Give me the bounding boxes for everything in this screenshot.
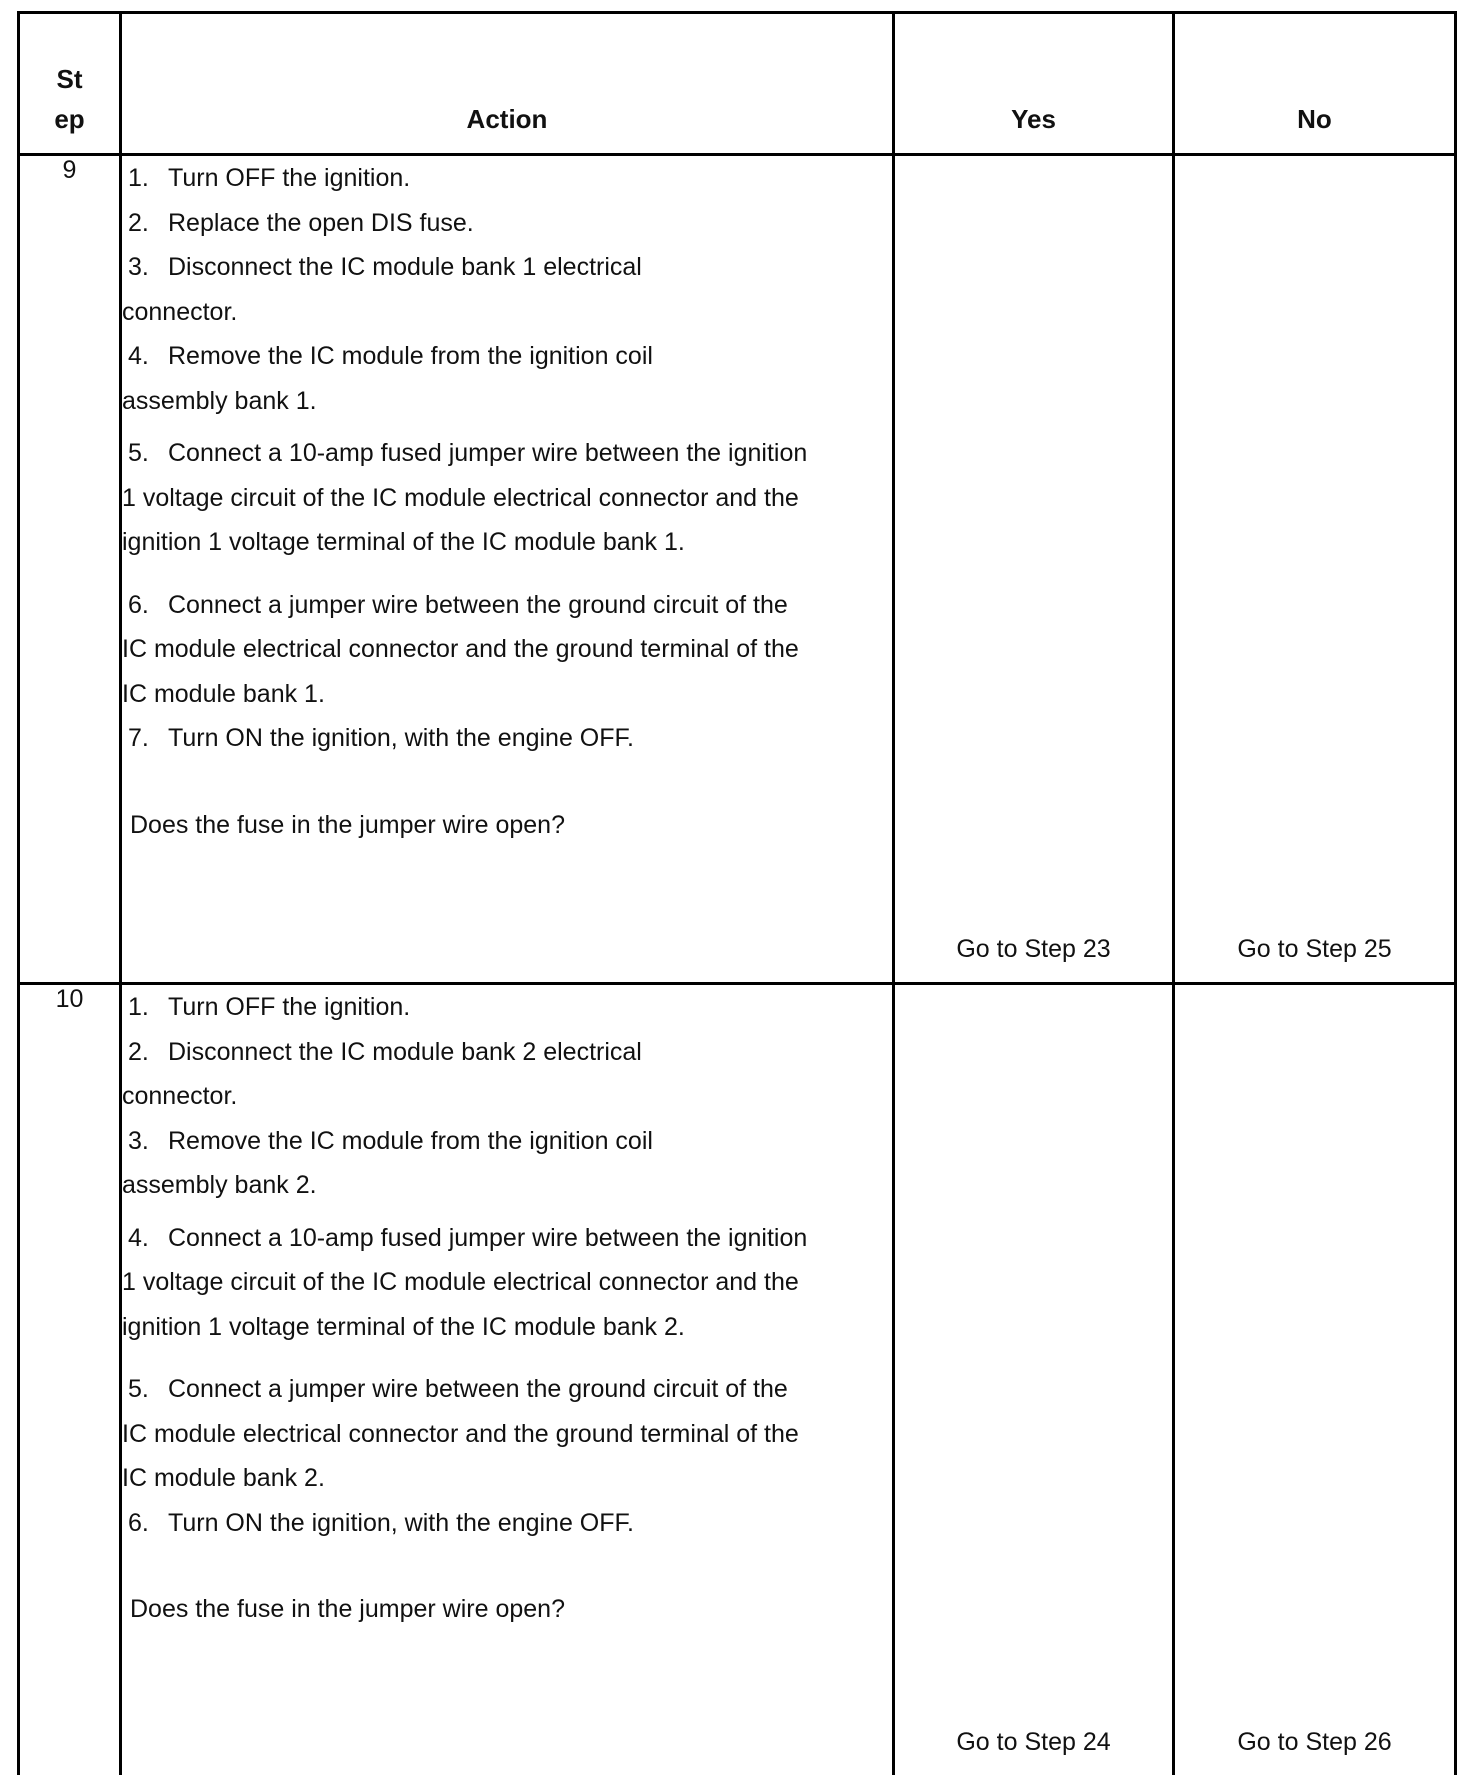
action-item bbox=[122, 201, 812, 246]
action-cell bbox=[121, 155, 894, 984]
action-item bbox=[122, 1501, 812, 1546]
action-item-text: Remove the IC module from the ignition coil assembly bank 2. bbox=[122, 1126, 653, 1199]
action-item-text: Connect a jumper wire between the ground circuit of the IC module electrical connector and the ground terminal of the IC module bank 1. bbox=[122, 590, 799, 708]
action-item-text: Remove the IC module from the ignition coil assembly bank 1. bbox=[122, 342, 653, 415]
header-no-label: No bbox=[1297, 104, 1332, 134]
action-item-number: 4. bbox=[128, 342, 149, 370]
action-item-number: 4. bbox=[128, 1223, 149, 1252]
no-answer: Go to Step 26 bbox=[1237, 1728, 1392, 1756]
action-item-text: Replace the open DIS fuse. bbox=[168, 208, 474, 237]
header-step-line1: St bbox=[56, 64, 83, 94]
action-item-number: 1. bbox=[128, 164, 149, 192]
action-item bbox=[122, 583, 812, 717]
action-item bbox=[122, 1367, 812, 1501]
action-item-text: Connect a 10-amp fused jumper wire between the ignition 1 voltage circuit of the IC module electrical connector and the ignition 1 voltage terminal of the IC module bank 1. bbox=[122, 439, 808, 556]
action-item-number: 3. bbox=[128, 253, 149, 281]
action-item-text: Disconnect the IC module bank 1 electrical connector. bbox=[122, 253, 642, 326]
header-step-line2: ep bbox=[54, 104, 85, 134]
header-action bbox=[121, 13, 894, 155]
action-question: Does the fuse in the jumper wire open? bbox=[130, 1595, 565, 1623]
action-cell bbox=[121, 984, 894, 1776]
action-item-number: 6. bbox=[128, 1508, 149, 1537]
no-answer: Go to Step 25 bbox=[1237, 935, 1392, 963]
action-item-number: 5. bbox=[128, 1375, 149, 1403]
yes-cell bbox=[894, 155, 1174, 984]
header-yes-label: Yes bbox=[1011, 104, 1056, 134]
no-cell bbox=[1174, 155, 1456, 984]
action-item-text: Turn OFF the ignition. bbox=[168, 164, 411, 192]
action-item bbox=[122, 334, 722, 423]
step-number: 10 bbox=[19, 984, 121, 1776]
yes-answer: Go to Step 23 bbox=[956, 935, 1111, 963]
action-item bbox=[122, 245, 722, 334]
header-yes bbox=[894, 13, 1174, 155]
action-item-text: Turn ON the ignition, with the engine OFF. bbox=[168, 724, 634, 752]
action-item bbox=[122, 1030, 722, 1119]
action-item-number: 2. bbox=[128, 208, 149, 237]
action-item-text: Connect a 10-amp fused jumper wire between the ignition 1 voltage circuit of the IC module electrical connector and the ignition 1 voltage terminal of the IC module bank 2. bbox=[122, 1223, 808, 1341]
action-item bbox=[122, 985, 812, 1030]
action-item bbox=[122, 716, 812, 761]
action-item-number: 1. bbox=[128, 993, 149, 1021]
action-item bbox=[122, 1119, 722, 1208]
header-action-label: Action bbox=[466, 104, 548, 134]
yes-answer: Go to Step 24 bbox=[956, 1728, 1111, 1756]
diagnostic-steps-table bbox=[17, 11, 1457, 1775]
action-question: Does the fuse in the jumper wire open? bbox=[130, 810, 565, 839]
action-item-number: 6. bbox=[128, 590, 149, 619]
action-item-number: 5. bbox=[128, 439, 149, 467]
table-row-step-10 bbox=[19, 984, 1456, 1776]
action-item-number: 2. bbox=[128, 1037, 149, 1066]
action-item-text: Disconnect the IC module bank 2 electrical connector. bbox=[122, 1037, 642, 1110]
action-item-text: Turn ON the ignition, with the engine OFF. bbox=[168, 1508, 634, 1537]
yes-cell bbox=[894, 984, 1174, 1776]
action-item bbox=[122, 156, 812, 201]
table-header-row bbox=[19, 13, 1456, 155]
action-item-number: 7. bbox=[128, 724, 149, 752]
action-item-text: Turn OFF the ignition. bbox=[168, 993, 411, 1021]
action-item-number: 3. bbox=[128, 1126, 149, 1155]
action-item bbox=[122, 1216, 812, 1350]
action-item bbox=[122, 431, 812, 565]
no-cell bbox=[1174, 984, 1456, 1776]
action-item-text: Connect a jumper wire between the ground circuit of the IC module electrical connector and the ground terminal of the IC module bank 2. bbox=[122, 1375, 799, 1492]
table-row-step-9 bbox=[19, 155, 1456, 984]
diagnostic-page bbox=[17, 11, 1454, 1771]
step-number: 9 bbox=[19, 155, 121, 984]
header-step bbox=[19, 13, 121, 155]
header-no bbox=[1174, 13, 1456, 155]
